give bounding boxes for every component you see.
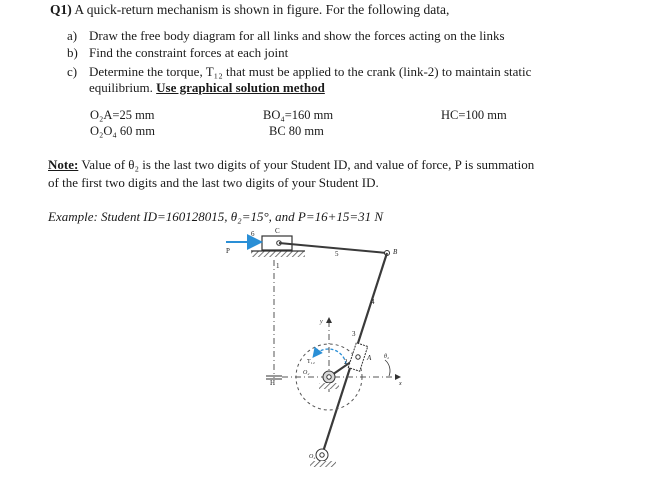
question-number: Q1) [50,2,72,17]
label-a: A [367,354,372,362]
label-t12: T₁₂ [307,359,315,365]
item-label: b) [67,45,78,60]
note-label: Note: [48,157,79,172]
pin-a [356,355,360,359]
label-3: 3 [352,330,356,338]
label-1: 1 [276,262,280,270]
o4-pin [320,453,324,457]
torque-arc [314,349,346,364]
ground-hatch-o4 [310,461,336,467]
label-p: P [226,247,230,255]
note-line-2: of the first two digits and the last two digits of your Student ID. [48,175,379,190]
item-text: Find the constraint forces at each joint [89,45,289,60]
ground-hatch-o2 [319,383,339,389]
dimension-o2o4: O₂O₄ 60 mm [90,124,155,138]
label-5: 5 [335,250,339,258]
dimension-o2a: O₂A=25 mm [90,108,155,122]
label-theta: θ₂ [384,354,390,360]
label-y: y [320,319,323,325]
label-c: C [275,227,280,235]
label-h: H [270,379,276,387]
label-o4: O₄ [309,454,316,460]
method-emphasis: Use graphical solution method [156,80,325,95]
item-label: c) [67,64,78,79]
dimension-bo4: BO₄=160 mm [263,108,334,122]
dimension-bc: BC 80 mm [269,124,324,138]
question-text: A quick-return mechanism is shown in figure. For the following data, [74,2,450,17]
o2-pin [327,375,331,379]
item-c-continuation-text: equilibrium. [89,80,153,95]
item-label: a) [67,28,78,43]
item-text: Draw the free body diagram for all links and show the forces acting on the links [89,28,505,43]
example-line: Example: Student ID=160128015, θ₂=15°, and P=16+15=31 N [48,209,384,224]
item-text: Determine the torque, T₁₂ that must be applied to the crank (link-2) to maintain static [89,64,532,79]
dimension-hc: HC=100 mm [441,108,507,122]
theta-arc [385,360,390,376]
label-o2: O₂ [303,370,310,376]
label-2: 2 [344,358,348,366]
label-4: 4 [371,298,375,306]
note-text-1: Value of θ₂ is the last two digits of your Student ID, and value of force, P is summation [78,157,535,172]
ground-hatch-top [251,251,305,257]
label-b: B [393,248,398,256]
label-6: 6 [251,230,255,238]
label-x: x [399,381,402,387]
